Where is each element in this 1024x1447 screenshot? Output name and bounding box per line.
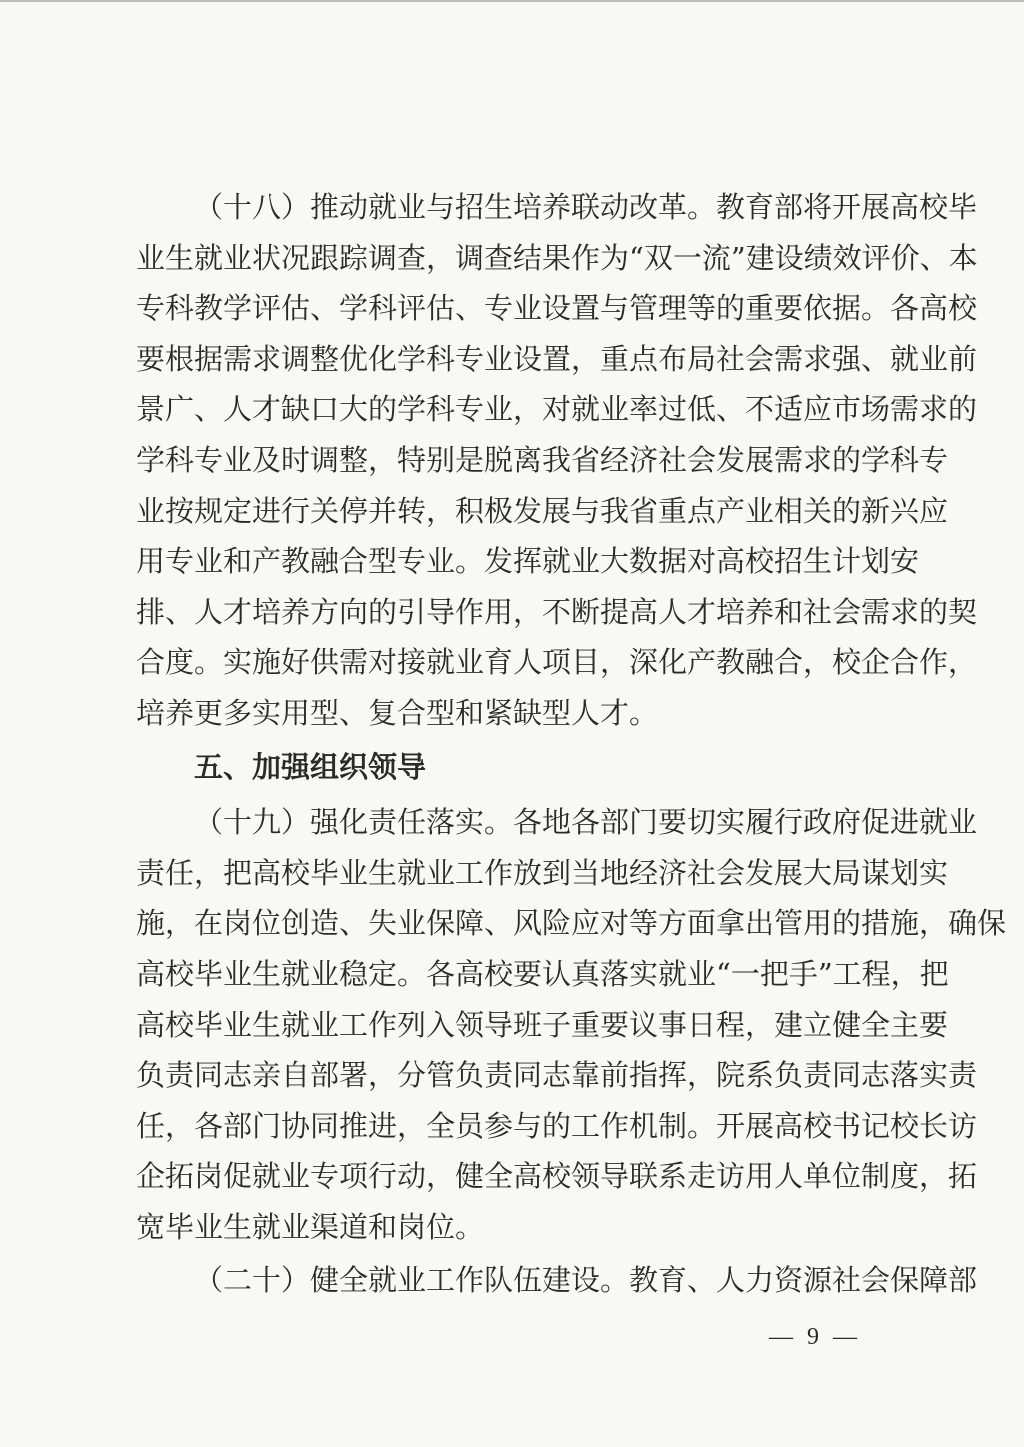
- page-number: — 9 —: [769, 1324, 861, 1350]
- text-line: 排、人才培养方向的引导作用，不断提高人才培养和社会需求的契: [136, 594, 978, 629]
- text-line: 学科专业及时调整，特别是脱离我省经济社会发展需求的学科专: [136, 442, 949, 477]
- text-line: 施，在岗位创造、失业保障、风险应对等方面拿出管用的措施，确保: [136, 906, 1007, 941]
- text-line: （十九）强化责任落实。各地各部门要切实履行政府促进就业: [194, 805, 978, 840]
- text-line: 负责同志亲自部署，分管负责同志靠前指挥，院系负责同志落实责: [136, 1058, 978, 1093]
- section-heading: 五、加强组织领导: [194, 749, 427, 784]
- text-line: 企拓岗促就业专项行动，健全高校领导联系走访用人单位制度，拓: [136, 1159, 978, 1194]
- text-line: 高校毕业生就业工作列入领导班子重要议事日程，建立健全主要: [136, 1007, 949, 1042]
- text-line: 业按规定进行关停并转，积极发展与我省重点产业相关的新兴应: [136, 493, 949, 528]
- document-body: [136, 182, 1007, 1306]
- text-line: 合度。实施好供需对接就业育人项目，深化产教融合，校企合作，: [136, 645, 978, 680]
- paragraph-20: [136, 1255, 978, 1306]
- text-line: 培养更多实用型、复合型和紧缺型人才。: [136, 695, 659, 730]
- paragraph-19: [136, 797, 1007, 1252]
- text-line: 景广、人才缺口大的学科专业，对就业率过低、不适应市场需求的: [136, 392, 978, 427]
- text-line: 要根据需求调整优化学科专业设置，重点布局社会需求强、就业前: [136, 341, 978, 376]
- scan-edge: [0, 0, 1024, 2]
- text-line: 高校毕业生就业稳定。各高校要认真落实就业“一把手”工程，把: [136, 956, 949, 991]
- text-line: 责任，把高校毕业生就业工作放到当地经济社会发展大局谋划实: [136, 855, 949, 890]
- text-line: 专科教学评估、学科评估、专业设置与管理等的重要依据。各高校: [136, 291, 978, 326]
- text-line: 任，各部门协同推进，全员参与的工作机制。开展高校书记校长访: [136, 1108, 978, 1143]
- text-line: （二十）健全就业工作队伍建设。教育、人力资源社会保障部: [194, 1263, 978, 1298]
- paragraph-18: [136, 182, 978, 739]
- text-line: 用专业和产教融合型专业。发挥就业大数据对高校招生计划安: [136, 544, 920, 579]
- text-line: 宽毕业生就业渠道和岗位。: [136, 1209, 485, 1244]
- text-line: （十八）推动就业与招生培养联动改革。教育部将开展高校毕: [194, 190, 978, 224]
- text-line: 业生就业状况跟踪调查，调查结果作为“双一流”建设绩效评价、本: [136, 240, 978, 275]
